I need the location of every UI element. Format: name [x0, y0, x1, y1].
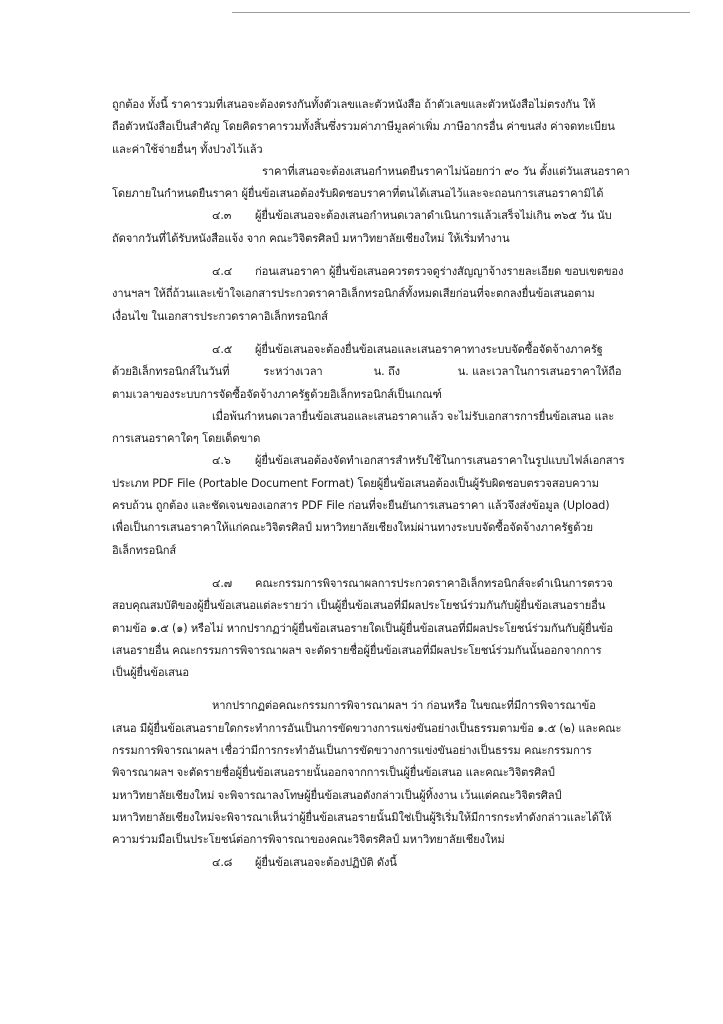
text-line: กรรมการพิจารณาผลฯ เชื่อว่ามีการกระทำอันเป็นการขัดขวางการแข่งขันอย่างเป็นธรรม คณะกรรมการ	[112, 744, 592, 758]
text-line: ถัดจากวันที่ได้รับหนังสือแจ้ง จาก คณะวิจิตรศิลป์ มหาวิทยาลัยเชียงใหม่ ให้เริ่มทำงาน	[112, 231, 510, 245]
text-line: เป็นผู้ยื่นข้อเสนอ	[112, 666, 189, 680]
text-line: เงื่อนไข ในเอกสารประกวดราคาอิเล็กทรอนิกส์	[112, 309, 328, 323]
text-line: อิเล็กทรอนิกส์	[112, 543, 177, 557]
text-line: ด้วยอิเล็กทรอนิกส์ในวันที่ ระหว่างเวลา น. ถึง น. และเวลาในการเสนอราคาให้ถือ	[112, 365, 622, 379]
text-line: ผู้ยื่นข้อเสนอจะต้องปฏิบัติ ดังนี้	[255, 855, 397, 869]
text-line: ตามข้อ ๑.๕ (๑) หรือไม่ หากปรากฏว่าผู้ยื่นข้อเสนอรายใดเป็นผู้ยื่นข้อเสนอที่มีผลประโยชน์ร่วมกันกับผู้ยื่นข้อ	[112, 621, 614, 635]
text-line: เพื่อเป็นการเสนอราคาให้แก่คณะวิจิตรศิลป์ มหาวิทยาลัยเชียงใหม่ผ่านทางระบบจัดซื้อจัดจ้างภาครัฐด้วย	[112, 521, 593, 535]
text-line: ราคาที่เสนอจะต้องเสนอกำหนดยืนราคาไม่น้อยกว่า ๙๐ วัน ตั้งแต่วันเสนอราคา	[262, 164, 630, 178]
text-line: ถูกต้อง ทั้งนี้ ราคารวมที่เสนอจะต้องตรงกันทั้งตัวเลขและตัวหนังสือ ถ้าตัวเลขและตัวหนังสือไม่ตรงกัน ให้	[112, 98, 596, 111]
section-4-2	[112, 94, 657, 205]
document-body	[112, 94, 657, 874]
text-line: และค่าใช้จ่ายอื่นๆ ทั้งปวงไว้แล้ว	[112, 142, 263, 156]
text-line: ความร่วมมือเป็นประโยชน์ต่อการพิจารณาของคณะวิจิตรศิลป์ มหาวิทยาลัยเชียงใหม่	[112, 833, 505, 847]
section-number: ๔.๓	[212, 209, 232, 223]
section-number: ๔.๖	[212, 454, 231, 468]
text-line: คณะกรรมการพิจารณาผลการประกวดราคาอิเล็กทรอนิกส์จะดำเนินการตรวจ	[255, 576, 613, 590]
top-rule	[232, 12, 690, 13]
text-line: ผู้ยื่นข้อเสนอต้องจัดทำเอกสารสำหรับใช้ในการเสนอราคาในรูปแบบไฟล์เอกสาร	[255, 454, 625, 468]
text-line: ประเภท PDF File (Portable Document Format) โดยผู้ยื่นข้อเสนอต้องเป็นผู้รับผิดชอบตรวจสอบความ	[112, 476, 599, 490]
section-4-7	[112, 573, 657, 852]
section-4-8	[112, 852, 657, 874]
text-line: มหาวิทยาลัยเชียงใหม่จะพิจารณาเห็นว่าผู้ยื่นข้อเสนอรายนั้นมิใช่เป็นผู้ริเริ่มให้มีการกระทำดังกล่าวและได้ให้	[112, 810, 612, 824]
section-number: ๔.๗	[212, 576, 232, 590]
text-line: โดยภายในกำหนดยืนราคา ผู้ยื่นข้อเสนอต้องรับผิดชอบราคาที่ตนได้เสนอไว้และจะถอนการเสนอราคามิได้	[112, 187, 604, 201]
text-line: ตามเวลาของระบบการจัดซื้อจัดจ้างภาครัฐด้วยอิเล็กทรอนิกส์เป็นเกณฑ์	[112, 387, 442, 401]
text-line: ถือตัวหนังสือเป็นสำคัญ โดยคิดราคารวมทั้งสิ้นซึ่งรวมค่าภาษีมูลค่าเพิ่ม ภาษีอากรอื่น ค่าขนส่ง ค่าจดทะเบียน	[112, 120, 615, 134]
text-line: มหาวิทยาลัยเชียงใหม่ จะพิจารณาลงโทษผู้ยื่นข้อเสนอดังกล่าวเป็นผู้ทิ้งงาน เว้นแต่คณะวิจิตรศิลป์	[112, 788, 562, 802]
section-4-5	[112, 339, 657, 450]
text-line: งานฯลฯ ให้ถี่ถ้วนและเข้าใจเอกสารประกวดราคาอิเล็กทรอนิกส์ทั้งหมดเสียก่อนที่จะตกลงยื่นข้อเสนอตาม	[112, 287, 595, 301]
text-line: เมื่อพ้นกำหนดเวลายื่นข้อเสนอและเสนอราคาแล้ว จะไม่รับเอกสารการยื่นข้อเสนอ และ	[212, 409, 615, 423]
text-line: เสนอ มีผู้ยื่นข้อเสนอรายใดกระทำการอันเป็นการขัดขวางการแข่งขันอย่างเป็นธรรมตามข้อ ๑.๕ (๒) และคณะ	[112, 721, 622, 735]
section-4-6	[112, 450, 657, 561]
section-number: ๔.๕	[212, 342, 233, 356]
text-line: ผู้ยื่นข้อเสนอจะต้องยื่นข้อเสนอและเสนอราคาทางระบบจัดซื้อจัดจ้างภาครัฐ	[255, 342, 603, 356]
text-line: ก่อนเสนอราคา ผู้ยื่นข้อเสนอควรตรวจดูร่างสัญญาจ้างรายละเอียด ขอบเขตของ	[255, 265, 624, 279]
section-4-3	[112, 205, 657, 250]
text-line: พิจารณาผลฯ จะตัดรายชื่อผู้ยื่นข้อเสนอรายนั้นออกจากการเป็นผู้ยื่นข้อเสนอ และคณะวิจิตรศิลป์	[112, 766, 555, 780]
section-number: ๔.๘	[212, 855, 233, 869]
text-line: หากปรากฏต่อคณะกรรมการพิจารณาผลฯ ว่า ก่อนหรือ ในขณะที่มีการพิจารณาข้อ	[212, 699, 596, 713]
text-line: เสนอรายอื่น คณะกรรมการพิจารณาผลฯ จะตัดรายชื่อผู้ยื่นข้อเสนอที่มีผลประโยชน์ร่วมกันนั้นออกจากการ	[112, 643, 602, 657]
section-4-4	[112, 261, 657, 328]
text-line: ผู้ยื่นข้อเสนอจะต้องเสนอกำหนดเวลาดำเนินการแล้วเสร็จไม่เกิน ๓๖๕ วัน นับ	[255, 209, 612, 223]
text-line: การเสนอราคาใดๆ โดยเด็ดขาด	[112, 432, 261, 446]
text-line: สอบคุณสมบัติของผู้ยื่นข้อเสนอแต่ละรายว่า เป็นผู้ยื่นข้อเสนอที่มีผลประโยชน์ร่วมกันกับผู้ยื่นข้อเสนอรายอื่น	[112, 599, 606, 613]
section-number: ๔.๔	[212, 265, 233, 279]
text-line: ครบถ้วน ถูกต้อง และชัดเจนของเอกสาร PDF File ก่อนที่จะยืนยันการเสนอราคา แล้วจึงส่งข้อมูล (Upload)	[112, 499, 610, 513]
